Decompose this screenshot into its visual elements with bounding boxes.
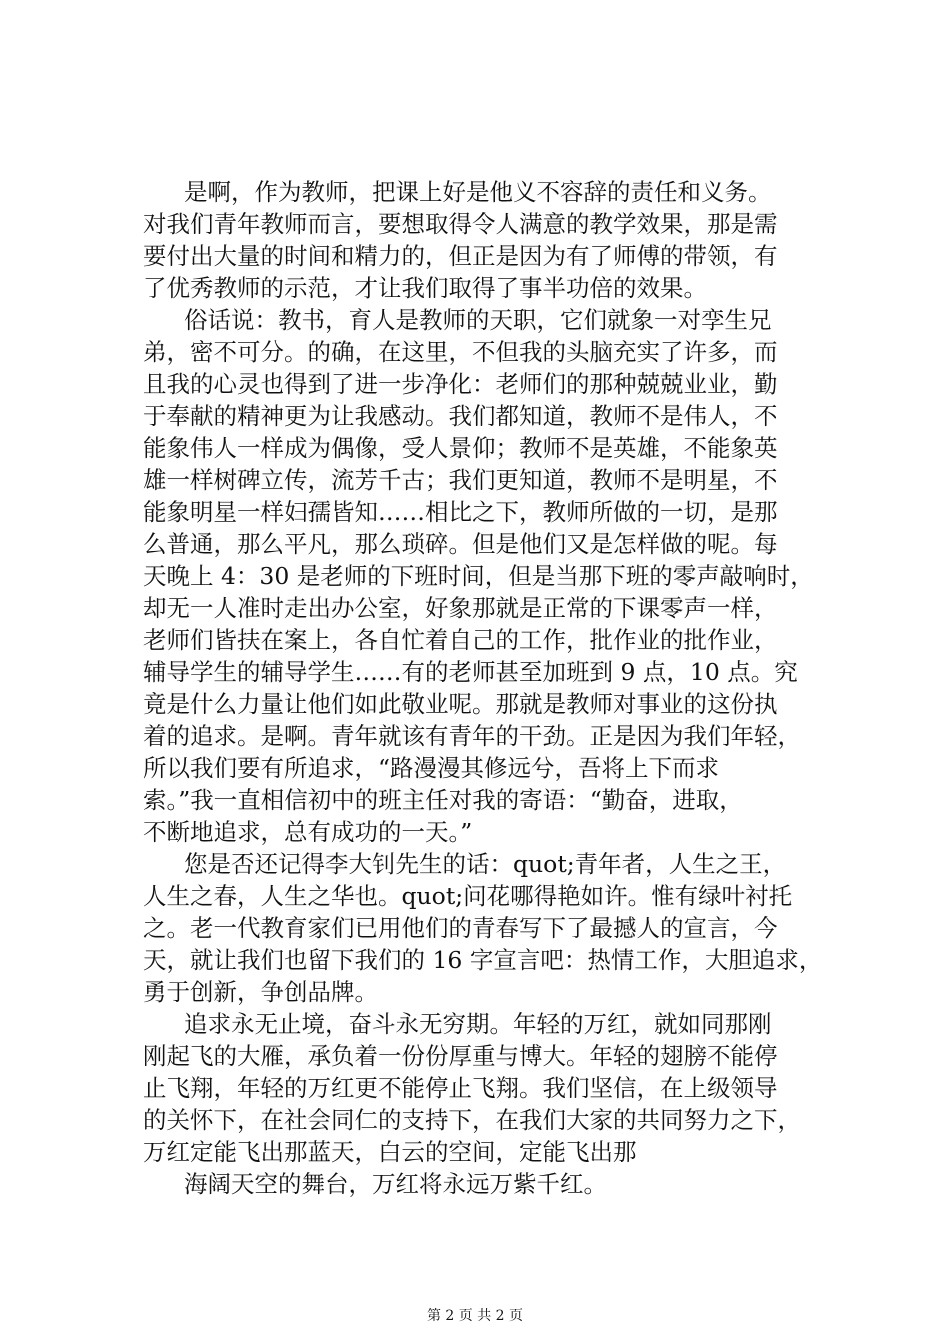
text-line: 所以我们要有所追求，“路漫漫其修远兮，吾将上下而求 [143,754,720,782]
text-line: 万红定能飞出那蓝天，白云的空间，定能飞出那 [143,1138,637,1166]
text-line: 竟是什么力量让他们如此敬业呢。那就是教师对事业的这份执 [143,690,778,718]
text-line: 且我的心灵也得到了进一步净化：老师们的那种兢兢业业，勤 [143,370,778,398]
text-line: 人生之春，人生之华也。quot;问花哪得艳如许。惟有绿叶衬托 [143,882,793,910]
text-line: 辅导学生的辅导学生……有的老师甚至加班到 9 点，10 点。究 [143,658,798,686]
text-line: 要付出大量的时间和精力的，但正是因为有了师傅的带领，有 [143,242,778,270]
text-line: 俗话说：教书，育人是教师的天职，它们就象一对孪生兄 [184,306,772,334]
text-line: 不断地追求，总有成功的一天。” [143,818,473,846]
text-line: 止飞翔，年轻的万红更不能停止飞翔。我们坚信，在上级领导 [143,1074,778,1102]
text-line: 索。”我一直相信初中的班主任对我的寄语：“勤奋，进取， [143,786,743,814]
body-text [143,176,833,1200]
text-line: 的关怀下，在社会同仁的支持下，在我们大家的共同努力之下， [143,1106,801,1134]
text-line: 对我们青年教师而言，要想取得令人满意的教学效果，那是需 [143,210,778,238]
text-line: 刚起飞的大雁，承负着一份份厚重与博大。年轻的翅膀不能停 [143,1042,778,1070]
text-line: 天晚上 4：30 是老师的下班时间，但是当那下班的零声敲响时， [143,562,814,590]
page-footer: 第 2 页 共 2 页 [426,1308,524,1324]
text-line: 于奉献的精神更为让我感动。我们都知道，教师不是伟人，不 [143,402,778,430]
text-line: 能象伟人一样成为偶像，受人景仰；教师不是英雄，不能象英 [143,434,778,462]
text-line: 天，就让我们也留下我们的 16 字宣言吧：热情工作，大胆追求， [143,946,823,974]
text-line: 能象明星一样妇孺皆知……相比之下，教师所做的一切，是那 [143,498,778,526]
text-line: 海阔天空的舞台，万红将永远万紫千红。 [184,1170,607,1198]
text-line: 勇于创新，争创品牌。 [143,978,378,1006]
text-line: 着的追求。是啊。青年就该有青年的干劲。正是因为我们年轻， [143,722,801,750]
text-line: 是啊，作为教师，把课上好是他义不容辞的责任和义务。 [184,178,772,206]
text-line: 追求永无止境，奋斗永无穷期。年轻的万红，就如同那刚 [184,1010,772,1038]
text-line: 之。老一代教育家们已用他们的青春写下了最撼人的宣言，今 [143,914,778,942]
text-line: 老师们皆扶在案上，各自忙着自己的工作，批作业的批作业， [143,626,778,654]
text-line: 了优秀教师的示范，才让我们取得了事半功倍的效果。 [143,274,707,302]
text-line: 么普通，那么平凡，那么琐碎。但是他们又是怎样做的呢。每 [143,530,778,558]
text-line: 雄一样树碑立传，流芳千古；我们更知道，教师不是明星，不 [143,466,778,494]
text-line: 您是否还记得李大钊先生的话：quot;青年者，人生之王， [184,850,787,878]
text-line: 却无一人准时走出办公室，好象那就是正常的下课零声一样， [143,594,778,622]
text-line: 弟，密不可分。的确，在这里，不但我的头脑充实了许多，而 [143,338,778,366]
